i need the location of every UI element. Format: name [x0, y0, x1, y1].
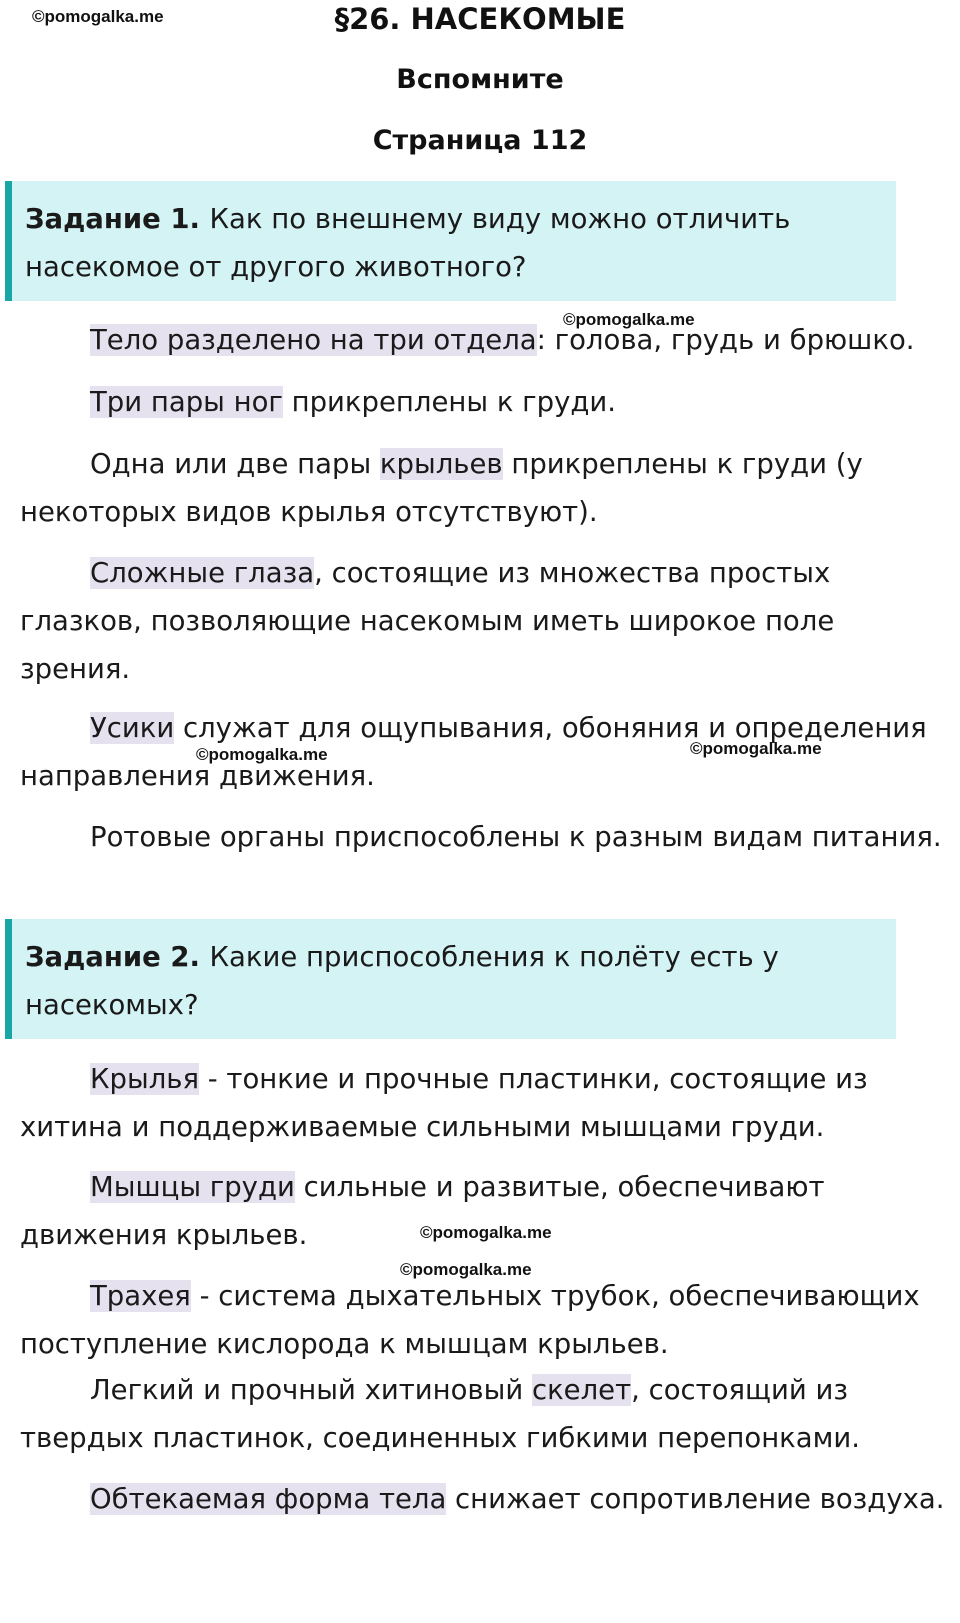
- answer-text: прикреплены к груди.: [282, 386, 616, 418]
- task-1-label: Задание 1.: [25, 203, 210, 235]
- answer-paragraph: [20, 1055, 945, 1151]
- highlighted-term: Обтекаемая форма тела: [90, 1483, 447, 1515]
- watermark: ©pomogalka.me: [690, 739, 822, 758]
- answer-text: снижает сопротивление воздуха.: [446, 1483, 945, 1515]
- highlighted-term: Мышцы груди: [90, 1171, 295, 1203]
- answer-paragraph: [20, 316, 945, 364]
- answer-text: Одна или две пары: [90, 448, 380, 480]
- answer-text: Ротовые органы приспособлены к разным видам питания.: [90, 821, 942, 853]
- highlighted-term: Сложные глаза: [90, 557, 315, 589]
- answer-text: , состоящие из множества простых глазков, позволяющие насекомым иметь широкое поле зрения.: [20, 557, 835, 685]
- highlighted-term: Трахея: [90, 1280, 191, 1312]
- highlighted-term: крыльев: [379, 448, 503, 480]
- answer-paragraph: [20, 813, 945, 861]
- answer-text: служат для ощупывания, обоняния и определения направления движения.: [20, 712, 927, 792]
- answer-paragraph: [20, 1475, 945, 1523]
- answer-paragraph: [20, 1366, 945, 1462]
- answer-text: сильные и развитые, обеспечивают движения крыльев.: [20, 1171, 825, 1251]
- highlighted-term: Крылья: [90, 1063, 200, 1095]
- watermark: ©pomogalka.me: [32, 7, 164, 26]
- answer-text: , состоящий из твердых пластинок, соединенных гибкими перепонками.: [20, 1374, 860, 1454]
- answer-paragraph: [20, 549, 945, 693]
- highlighted-term: скелет: [531, 1374, 632, 1406]
- highlighted-term: Три пары ног: [90, 386, 283, 418]
- answer-text: прикреплены к груди (у некоторых видов крылья отсутствуют).: [20, 448, 863, 528]
- answer-text: - тонкие и прочные пластинки, состоящие из хитина и поддерживаемые сильными мышцами груди.: [20, 1063, 868, 1143]
- watermark: ©pomogalka.me: [196, 745, 328, 764]
- highlighted-term: Усики: [90, 712, 175, 744]
- answer-text: : голова, грудь и брюшко.: [536, 324, 915, 356]
- task-1-question: Как по внешнему виду можно отличить насекомое от другого животного?: [25, 203, 791, 283]
- answer-paragraph: [20, 1272, 945, 1368]
- watermark: ©pomogalka.me: [400, 1260, 532, 1279]
- answer-paragraph: [20, 440, 945, 536]
- answer-text: - система дыхательных трубок, обеспечивающих поступление кислорода к мышцам крыльев.: [20, 1280, 920, 1360]
- answer-paragraph: [20, 1163, 945, 1259]
- subtitle: Вспомните: [396, 64, 564, 95]
- answer-paragraph: [20, 704, 945, 800]
- answer-paragraph: [20, 378, 945, 426]
- answer-text: Легкий и прочный хитиновый: [90, 1374, 532, 1406]
- task-2-question: Какие приспособления к полёту есть у насекомых?: [25, 941, 779, 1021]
- highlighted-term: Тело разделено на три отдела: [90, 324, 537, 356]
- task-2-label: Задание 2.: [25, 941, 210, 973]
- watermark: ©pomogalka.me: [420, 1223, 552, 1242]
- task-2-box: [5, 919, 896, 1039]
- task-1-box: [5, 181, 896, 301]
- page-label: Страница 112: [372, 125, 588, 156]
- watermark: ©pomogalka.me: [563, 310, 695, 329]
- section-title: §26. НАСЕКОМЫЕ: [334, 2, 626, 36]
